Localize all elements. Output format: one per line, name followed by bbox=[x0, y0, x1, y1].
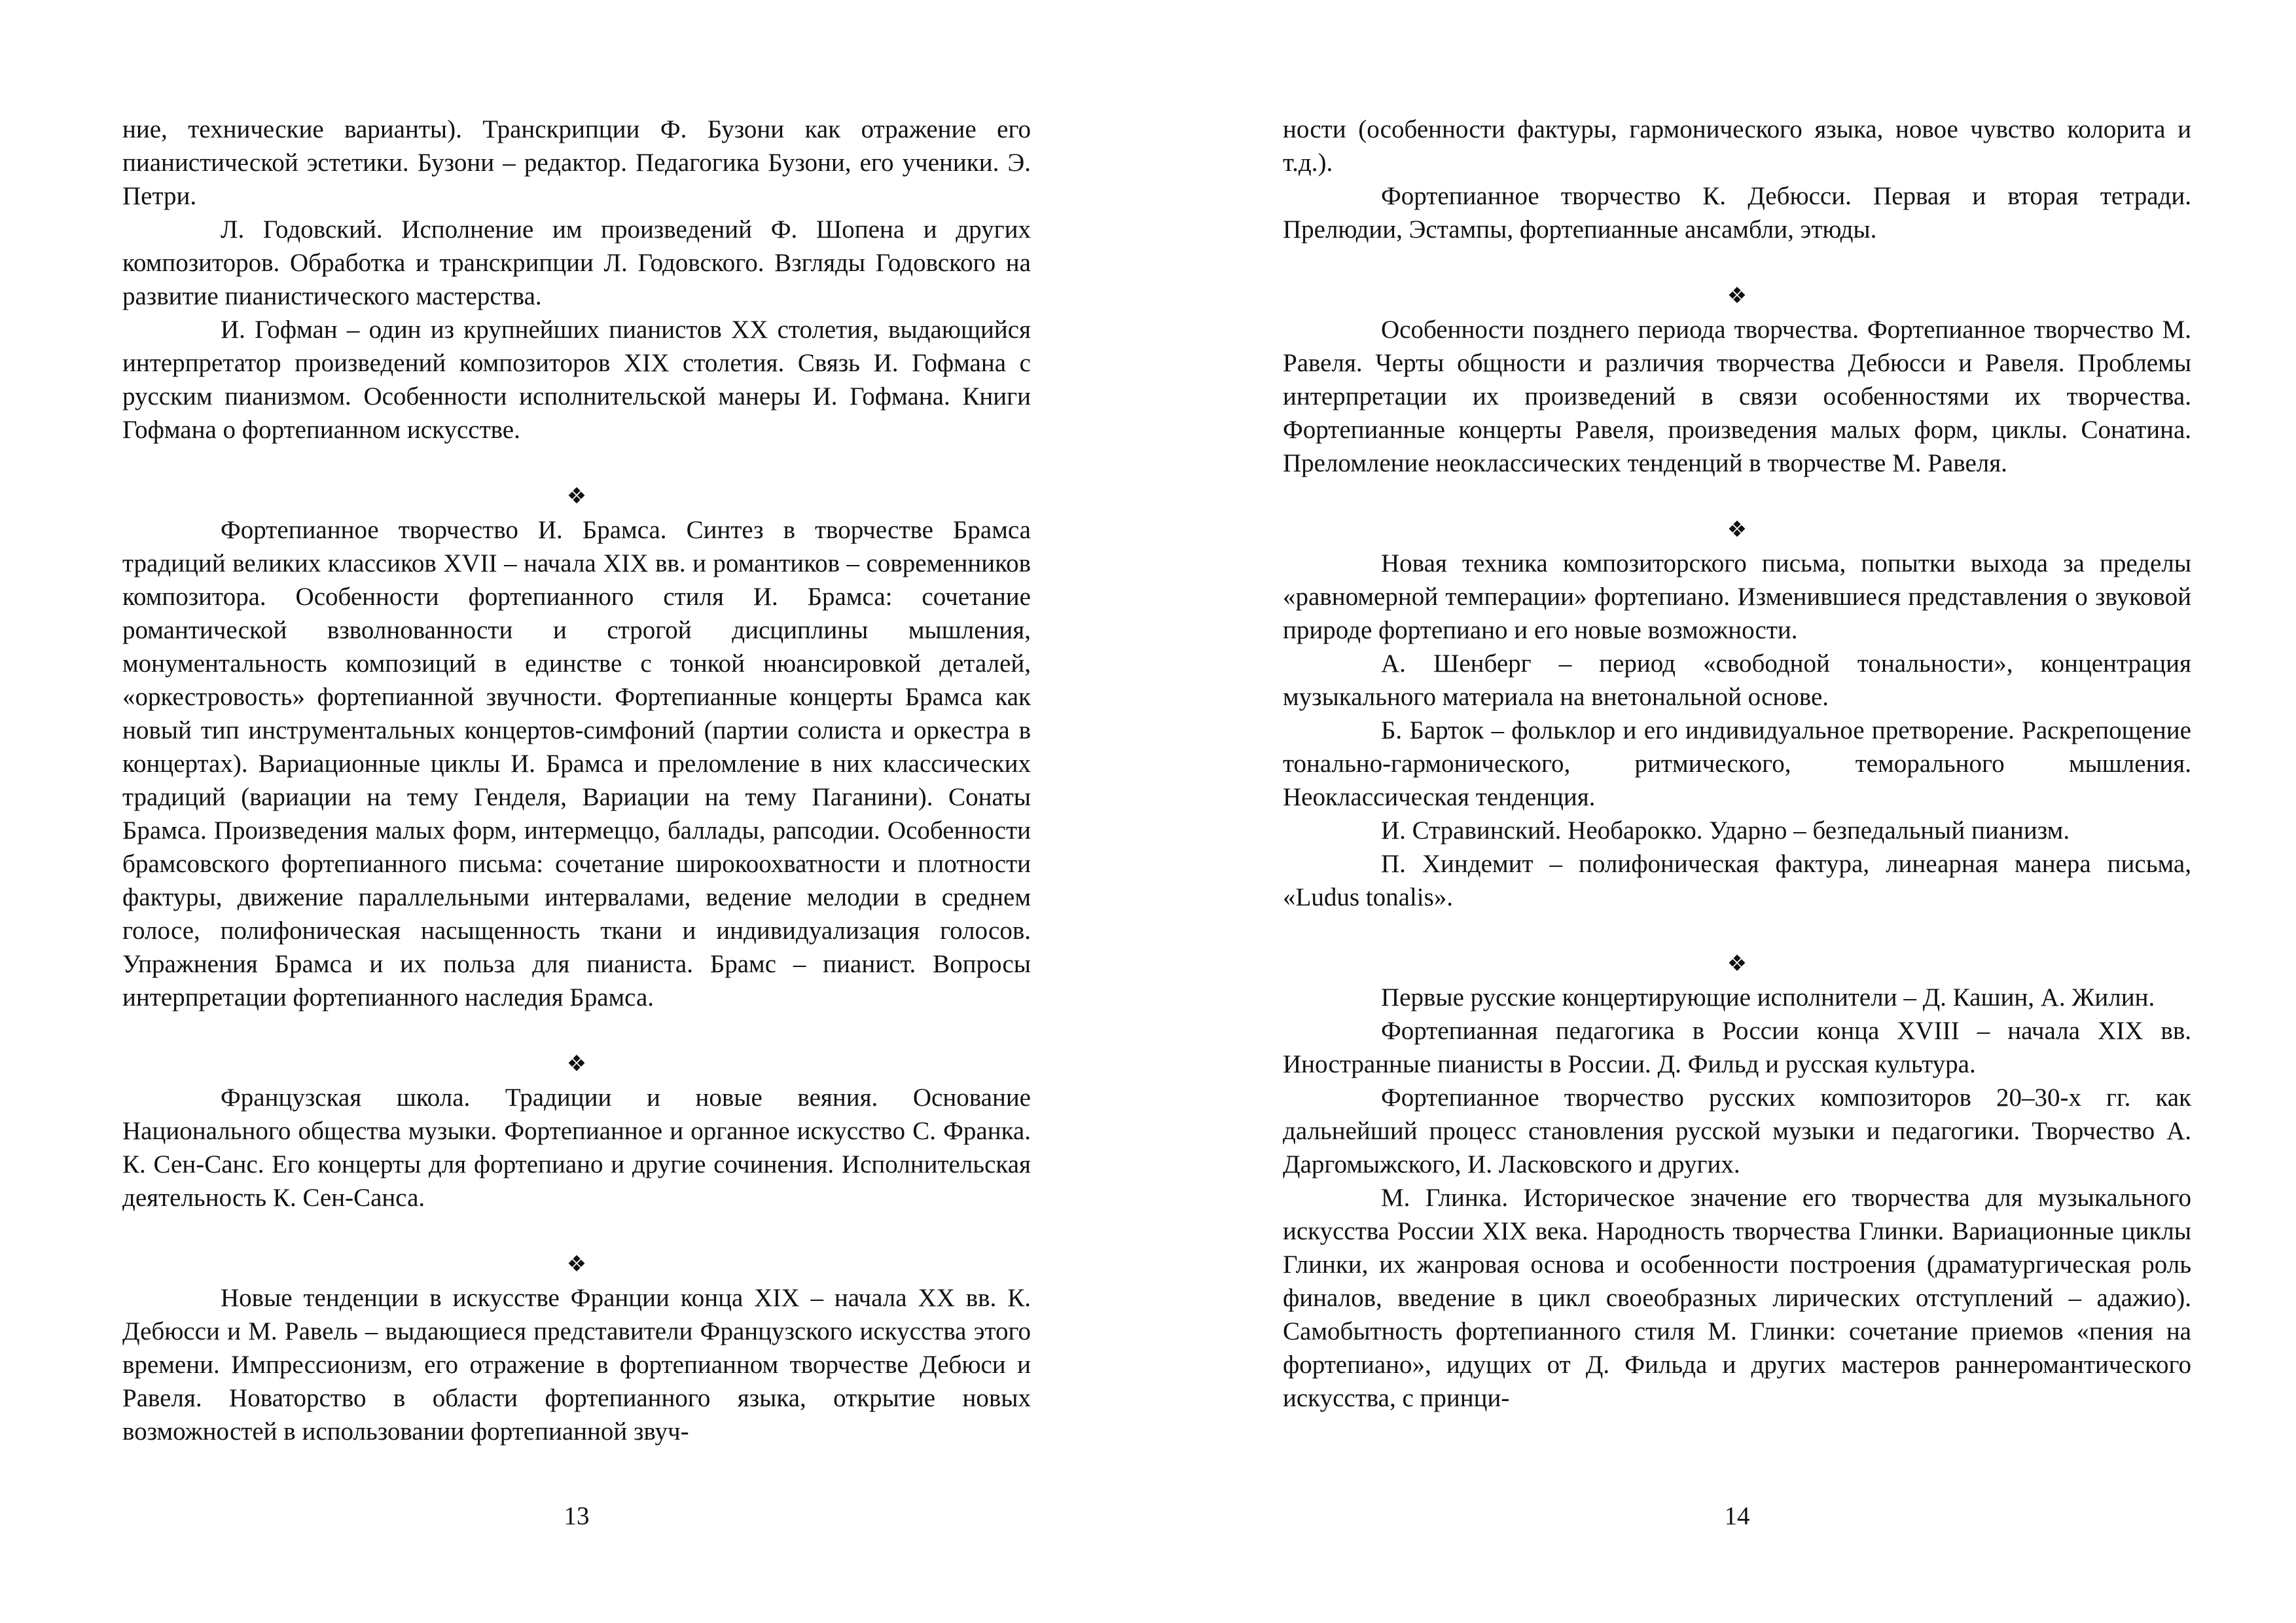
paragraph: Фортепианное творчество И. Брамса. Синтез в творчестве Брамса традиций великих классиков XVII – начала XIX вв. и романтиков – современников композитора. Особенности фортепианного стиля И. Брамса: сочетание романтической взволнованности и строгой дисциплины мышления, монументальность композиций в единстве с тонкой нюансировкой деталей, «оркестровость» фортепианной звучности. Фортепианные концерты Брамса как новый тип инструментальных концертов-симфоний (партии солиста и оркестра в концертах). Вариационные циклы И. Брамса и преломление в них классических традиций (вариации на тему Генделя, Вариации на тему Паганини). Сонаты Брамса. Произведения малых форм, интермеццо, баллады, рапсодии. Особенности брамсовского фортепианного письма: сочетание широкоохватности и плотности фактуры, движение параллельными интервалами, ведение мелодии в среднем голосе, полифоническая насыщенность ткани и индивидуализация голосов. Упражнения Брамса и их польза для пианиста. Брамс – пианист. Вопросы интерпретации фортепианного наследия Брамса. bbox=[122, 516, 1031, 1012]
paragraph: П. Хиндемит – полифоническая фактура, линеарная манера письма, «Ludus tonalis». bbox=[1283, 850, 2191, 911]
paragraph: Фортепианное творчество русских композиторов 20–30-х гг. как дальнейший процесс становления русской музыки и педагогики. Творчество А. Даргомыжского, И. Ласковского и других. bbox=[1283, 1084, 2191, 1178]
section-separator-icon: ❖ bbox=[566, 1252, 587, 1277]
paragraph: Первые русские концертирующие исполнители – Д. Кашин, А. Жилин. bbox=[1381, 983, 2155, 1012]
page-number: 13 bbox=[564, 1502, 590, 1530]
paragraph: Б. Барток – фольклор и его индивидуальное претворение. Раскрепощение тонально-гармонического, ритмического, теморального мышления. Неоклассическая тенденция. bbox=[1283, 716, 2191, 811]
paragraph: И. Стравинский. Необарокко. Ударно – безпедальный пианизм. bbox=[1381, 816, 2070, 845]
paragraph: А. Шенберг – период «свободной тональности», концентрация музыкального материала на внетональной основе. bbox=[1283, 649, 2191, 711]
paragraph: Новые тенденции в искусстве Франции конца XIX – начала XX вв. К. Дебюсси и М. Равель – выдающиеся представители Французского искусства этого времени. Импрессионизм, его отражение в фортепианном творчестве Дебюси и Равеля. Новаторство в области фортепианного языка, открытие новых возможностей в использовании фортепианной звуч- bbox=[122, 1284, 1031, 1446]
paragraph: Фортепианная педагогика в России конца XVIII – начала XIX вв. Иностранные пианисты в России. Д. Фильд и русская культура. bbox=[1283, 1017, 2191, 1078]
paragraph: Л. Годовский. Исполнение им произведений Ф. Шопена и других композиторов. Обработка и транскрипции Л. Годовского. Взгляды Годовского на развитие пианистического мастерства. bbox=[122, 215, 1031, 310]
section-separator-icon: ❖ bbox=[1727, 518, 1748, 542]
paragraph: Особенности позднего периода творчества. Фортепианное творчество М. Равеля. Черты общности и различия творчества Дебюсси и Равеля. Проблемы интерпретации их произведений в связи особенностями их творчества. Фортепианные концерты Равеля, произведения малых форм, циклы. Сонатина. Преломление неоклассических тенденций в творчестве М. Равеля. bbox=[1283, 316, 2191, 477]
paragraph: Французская школа. Традиции и новые веяния. Основание Национального общества музыки. Фортепианное и органное искусство С. Франка. К. Сен-Санс. Его концерты для фортепиано и другие сочинения. Исполнительская деятельность К. Сен-Санса. bbox=[122, 1084, 1031, 1212]
paragraph: ности (особенности фактуры, гармонического языка, новое чувство колорита и т.д.). bbox=[1283, 115, 2191, 177]
paragraph: М. Глинка. Историческое значение его творчества для музыкального искусства России XIX века. Народность творчества Глинки. Вариационные циклы Глинки, их жанровая основа и особенности построения (драматургическая роль финалов, введение в цикл своеобразных лирических отступлений – адажио). Самобытность фортепианного стиля М. Глинки: сочетание приемов «пения на фортепиано», идущих от Д. Фильда и других мастеров раннеромантического искусства, с принци- bbox=[1283, 1184, 2191, 1412]
section-separator-icon: ❖ bbox=[566, 484, 587, 509]
right-page-text bbox=[1283, 113, 2191, 1415]
left-page bbox=[122, 113, 1031, 1530]
section-separator-icon: ❖ bbox=[566, 1052, 587, 1076]
left-page-text bbox=[122, 113, 1031, 1448]
paragraph: И. Гофман – один из крупнейших пианистов XX столетия, выдающийся интерпретатор произведений композиторов XIX столетия. Связь И. Гофмана с русским пианизмом. Особенности исполнительской манеры И. Гофмана. Книги Гофмана о фортепианном искусстве. bbox=[122, 316, 1031, 444]
right-page bbox=[1283, 113, 2191, 1530]
section-separator-icon: ❖ bbox=[1727, 284, 1748, 308]
paragraph: Новая техника композиторского письма, попытки выхода за пределы «равномерной темперации» фортепиано. Изменившиеся представления о звуковой природе фортепиано и его новые возможности. bbox=[1283, 549, 2191, 644]
paragraph: Фортепианное творчество К. Дебюсси. Первая и вторая тетради. Прелюдии, Эстампы, фортепианные ансамбли, этюды. bbox=[1283, 182, 2191, 244]
section-separator-icon: ❖ bbox=[1727, 952, 1748, 976]
page-number: 14 bbox=[1724, 1502, 1750, 1530]
paragraph: ние, технические варианты). Транскрипции Ф. Бузони как отражение его пианистической эстетики. Бузони – редактор. Педагогика Бузони, его ученики. Э. Петри. bbox=[122, 115, 1031, 210]
